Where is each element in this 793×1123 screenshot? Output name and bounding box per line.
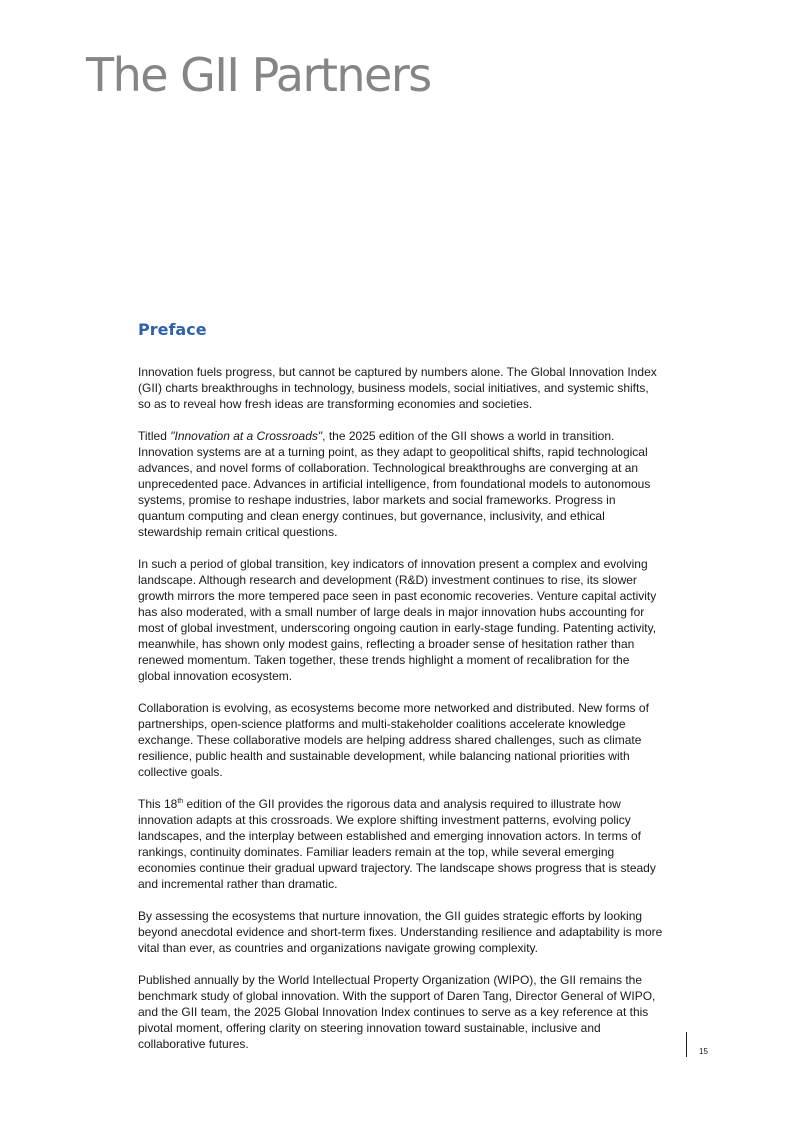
preface-paragraph-7: Published annually by the World Intellectual Property Organization (WIPO), the GII remains the benchmark study of global innovation. With the support of Daren Tang, Director General of WIPO, and the GII team, the 2025 Global Innovation Index continues to serve as a key reference at this pivotal moment, offering clarity on steering innovation toward sustainable, inclusive and collaborative futures. (138, 973, 656, 1051)
preface-section (138, 318, 664, 1068)
page-number-divider (686, 1032, 687, 1057)
preface-paragraph-2 (138, 428, 664, 540)
paragraph-5-lead: This 18 (138, 797, 178, 811)
page-title: The GII Partners (86, 48, 431, 102)
paragraph-2-lead: Titled (138, 429, 171, 443)
page-number: 15 (699, 1047, 708, 1056)
preface-heading: Preface (138, 320, 207, 339)
edition-title: "Innovation at a Crossroads" (170, 429, 323, 443)
ordinal-suffix: th (177, 798, 184, 805)
preface-paragraph-6: By assessing the ecosystems that nurture innovation, the GII guides strategic efforts by looking beyond anecdotal evidence and short-term fixes. Understanding resilience and adaptability is more vital than ever, as countries and organizations navigate growing complexity. (138, 909, 663, 955)
paragraph-2-body: , the 2025 edition of the GII shows a world in transition. Innovation systems are at a turning point, as they adapt to geopolitical shifts, rapid technological advances, and novel forms of collaboration. Technological breakthroughs are converging at an unprecedented pace. Advances in artificial intelligence, from foundational models to autonomous systems, promise to reshape industries, labor markets and social frameworks. Progress in quantum computing and clean energy continues, but governance, inclusivity, and ethical stewardship remain critical questions. (138, 429, 651, 539)
paragraph-5-body: edition of the GII provides the rigorous data and analysis required to illustrate how innovation adapts at this crossroads. We explore shifting investment patterns, evolving policy landscapes, and the interplay between established and emerging innovation actors. In terms of rankings, continuity dominates. Familiar leaders remain at the top, while several emerging economies continue their gradual upward trajectory. The landscape shows progress that is steady and incremental rather than dramatic. (138, 797, 656, 891)
preface-paragraph-4: Collaboration is evolving, as ecosystems become more networked and distributed. New forms of partnerships, open-science platforms and multi-stakeholder coalitions accelerate knowledge exchange. These collaborative models are helping address shared challenges, such as climate resilience, public health and sustainable development, while balancing national priorities with collective goals. (138, 701, 649, 779)
preface-paragraph-1: Innovation fuels progress, but cannot be captured by numbers alone. The Global Innovation Index (GII) charts breakthroughs in technology, business models, social initiatives, and systemic shifts, so as to reveal how fresh ideas are transforming economies and societies. (138, 365, 657, 411)
preface-paragraph-5 (138, 796, 664, 892)
preface-paragraph-3: In such a period of global transition, key indicators of innovation present a complex and evolving landscape. Although research and development (R&D) investment continues to rise, its slower growth mirrors the more tempered pace seen in past economic recoveries. Venture capital activity has also moderated, with a small number of large deals in major innovation hubs accounting for most of global investment, underscoring ongoing caution in early-stage funding. Patenting activity, meanwhile, has shown only modest gains, reflecting a broader sense of hesitation rather than renewed momentum. Taken together, these trends highlight a moment of recalibration for the global innovation ecosystem. (138, 557, 657, 683)
